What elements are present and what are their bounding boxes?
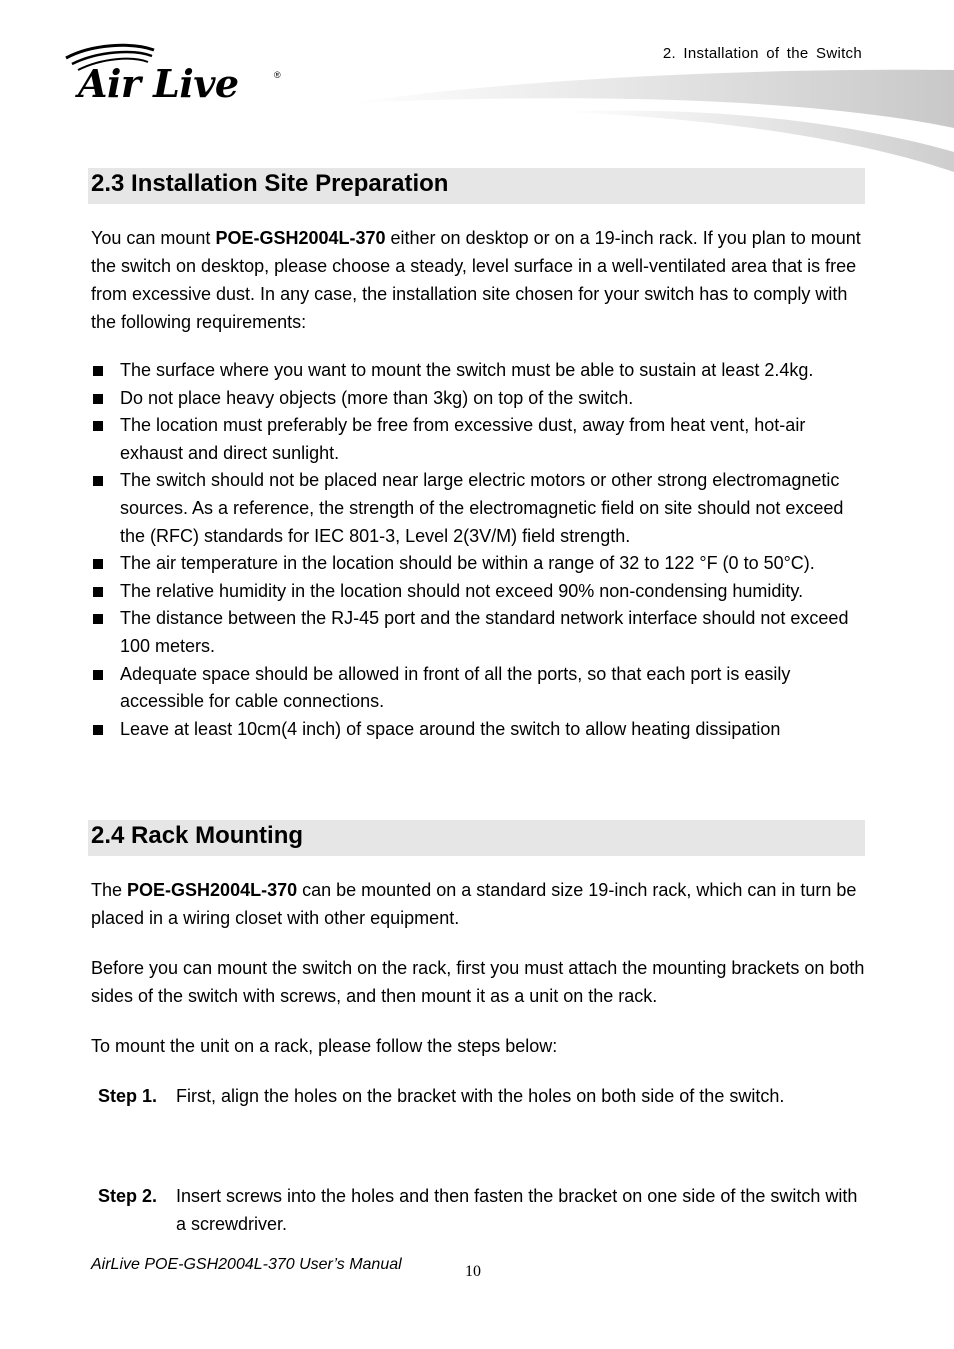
step-text: Insert screws into the holes and then fasten the bracket on one side of the switch with a screwdriver. [176, 1186, 858, 1234]
requirements-list [91, 357, 866, 743]
step-label: Step 1. [98, 1086, 158, 1106]
step-item [98, 1082, 868, 1110]
square-bullet-icon [93, 394, 103, 404]
requirement-item [91, 357, 866, 385]
square-bullet-icon [93, 559, 103, 569]
square-bullet-icon [93, 587, 103, 597]
intro-text-rest: either on desktop or on a 19-inch rack. If you plan to mount the switch on desktop, please choose a steady, level surface in a well-ventilated area that is free from excessive dust. In any case, the installation site chosen for your switch has to comply with the following requirements: [91, 228, 861, 332]
airlive-logo [62, 42, 292, 108]
requirement-item [91, 412, 866, 467]
logo-wordmark: Air Live [78, 61, 239, 106]
square-bullet-icon [93, 421, 103, 431]
page-number: 10 [465, 1263, 481, 1280]
section-title-2-3: 2.3 Installation Site Preparation [91, 170, 449, 197]
intro-text: You can mount [91, 228, 216, 248]
requirement-text: The distance between the RJ-45 port and the standard network interface should not exceed 100 meters. [120, 608, 849, 656]
section-2-4-paragraph-2: Before you can mount the switch on the rack, first you must attach the mounting brackets on both sides of the switch with screws, and then mount it as a unit on the rack. [91, 958, 865, 1006]
chapter-header: 2. Installation of the Switch [662, 45, 862, 62]
section-2-3-intro [91, 224, 866, 336]
requirement-item [91, 661, 866, 716]
footer-manual-title: AirLive POE-GSH2004L-370 User’s Manual [91, 1256, 402, 1273]
square-bullet-icon [93, 670, 103, 680]
requirement-item [91, 605, 866, 660]
step-text: First, align the holes on the bracket with the holes on both side of the switch. [176, 1086, 785, 1106]
requirement-text: The location must preferably be free from excessive dust, away from heat vent, hot-air exhaust and direct sunlight. [120, 415, 806, 463]
requirement-text: The switch should not be placed near large electric motors or other strong electromagnetic sources. As a reference, the strength of the electromagnetic field on site should not exceed the (RFC) standards for IEC 801-3, Level 2(3V/M) field strength. [120, 470, 844, 546]
step-label: Step 2. [98, 1186, 158, 1206]
section-title-2-4: 2.4 Rack Mounting [91, 822, 304, 849]
requirement-item [91, 385, 866, 413]
square-bullet-icon [93, 614, 103, 624]
section-2-4-paragraph-1 [91, 876, 866, 932]
model-name: POE-GSH2004L-370 [215, 228, 386, 248]
step-item [98, 1182, 868, 1238]
requirement-text: The surface where you want to mount the switch must be able to sustain at least 2.4kg. [120, 360, 814, 380]
paragraph-text-rest: can be mounted on a standard size 19-inch rack, which can in turn be placed in a wiring closet with other equipment. [91, 880, 857, 928]
requirement-item [91, 578, 866, 606]
section-2-4-paragraph-3: To mount the unit on a rack, please follow the steps below: [91, 1036, 558, 1056]
requirement-text: The relative humidity in the location should not exceed 90% non-condensing humidity. [120, 580, 804, 601]
square-bullet-icon [93, 366, 103, 376]
requirement-item [91, 716, 866, 744]
requirement-text: The air temperature in the location should be within a range of 32 to 122 °F (0 to 50°C). [120, 553, 815, 574]
requirement-item [91, 550, 866, 578]
square-bullet-icon [93, 476, 103, 486]
square-bullet-icon [93, 725, 103, 735]
section-heading-bar [88, 820, 865, 856]
requirement-text: Do not place heavy objects (more than 3kg) on top of the switch. [120, 387, 634, 408]
model-name: POE-GSH2004L-370 [127, 880, 298, 900]
requirement-item [91, 467, 866, 550]
requirement-text: Leave at least 10cm(4 inch) of space around the switch to allow heating dissipation [120, 718, 781, 739]
section-heading-bar [88, 168, 865, 204]
requirement-text: Adequate space should be allowed in front of all the ports, so that each port is easily accessible for cable connections. [120, 663, 791, 712]
registered-mark: ® [274, 70, 281, 80]
paragraph-text: The [91, 880, 128, 900]
